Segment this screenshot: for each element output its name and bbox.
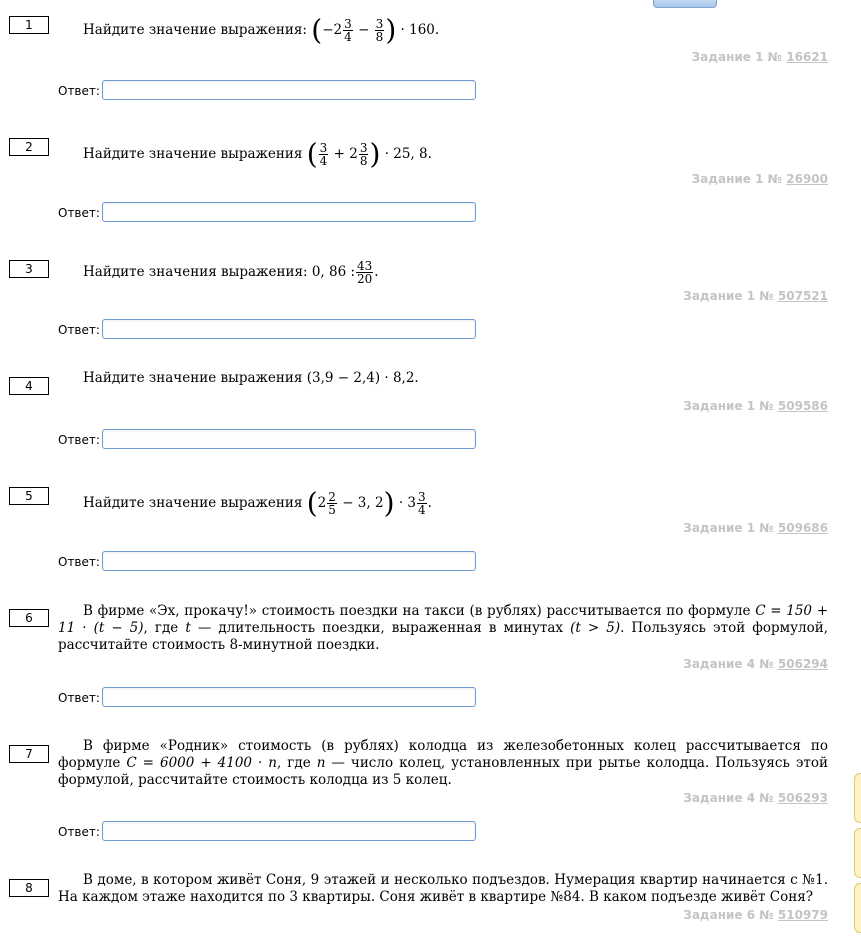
answer-label: Ответ: — [58, 825, 100, 839]
fraction: $\frac{3}{8}$ — [375, 17, 384, 44]
fraction: $\frac{2}{5}$ — [328, 490, 336, 517]
task-question: В фирме «Эх, прокачу!» стоимость поездки на такси (в рублях) рассчитывается по формуле C = 150 + 11 · (t − 5), где t — длительность поездки, выраженная в минутах (t > 5). Пользуясь этой формулой, рассчитайте стоимость 8-минутной поездки. — [58, 603, 829, 653]
task-id-link[interactable]: 506293 — [777, 791, 828, 805]
task-source: Задание 4 № 506293 — [683, 791, 828, 805]
task-id-link[interactable]: 507521 — [777, 289, 828, 303]
task-question: Найдите значения выражения: 0, 86 : $\frac{43}{20}$ . — [83, 259, 379, 286]
side-tab-3[interactable] — [854, 883, 861, 933]
answer-input[interactable] — [102, 687, 476, 707]
task-source: Задание 1 № 509586 — [683, 399, 828, 413]
task-number: 6 — [9, 609, 49, 627]
fraction: $\frac{3}{4}$ — [344, 17, 352, 44]
task-question: Найдите значение выражения (2 $\frac{2}{5}$ − 3, 2) · 3 $\frac{3}{4}$ . — [83, 486, 432, 520]
fraction: $\frac{43}{20}$ — [357, 259, 373, 286]
side-tab-2[interactable] — [854, 828, 861, 878]
answer-label: Ответ: — [58, 433, 100, 447]
answer-label: Ответ: — [58, 323, 100, 337]
task-number: 7 — [9, 745, 49, 763]
answer-input[interactable] — [102, 80, 476, 100]
task-number: 4 — [9, 377, 49, 395]
task-id-link[interactable]: 509586 — [777, 399, 828, 413]
task-source: Задание 6 № 510979 — [683, 908, 828, 922]
fraction: $\frac{3}{4}$ — [417, 490, 426, 517]
task-id-link[interactable]: 16621 — [786, 50, 828, 64]
task-source: Задание 1 № 507521 — [683, 289, 828, 303]
task-source: Задание 1 № 26900 — [691, 172, 828, 186]
task-id-link[interactable]: 509686 — [777, 521, 828, 535]
top-button[interactable] — [653, 0, 717, 8]
task-number: 3 — [9, 260, 49, 278]
task-question: В фирме «Родник» стоимость (в рублях) колодца из железобетонных колец рассчитывается по формуле C = 6000 + 4100 · n, где n — число колец, установленных при рытье колодца. Пользуясь этой формулой, рассчитайте стоимость колодца из 5 колец. — [58, 738, 828, 788]
task-question: Найдите значение выражения (3,9 − 2,4) · 8,2. — [83, 370, 419, 386]
task-question: Найдите значение выражения ( $\frac{3}{4}$ + 2 $\frac{3}{8}$ ) · 25, 8. — [83, 137, 432, 171]
task-id-link[interactable]: 510979 — [777, 908, 828, 922]
task-number: 1 — [9, 16, 49, 34]
answer-label: Ответ: — [58, 84, 100, 98]
task-source: Задание 4 № 506294 — [683, 657, 828, 671]
answer-input[interactable] — [102, 202, 476, 222]
fraction: $\frac{3}{4}$ — [319, 141, 328, 168]
task-id-link[interactable]: 506294 — [777, 657, 828, 671]
task-number: 8 — [9, 879, 49, 897]
answer-input[interactable] — [102, 429, 476, 449]
answer-label: Ответ: — [58, 691, 100, 705]
answer-input[interactable] — [102, 821, 476, 841]
fraction: $\frac{3}{8}$ — [359, 141, 368, 168]
task-source: Задание 1 № 16621 — [691, 50, 828, 64]
side-tab-1[interactable] — [854, 773, 861, 823]
task-question: В доме, в котором живёт Соня, 9 этажей и несколько подъездов. Нумерация квартир начинается с №1. На каждом этаже находится по 3 квартиры. Соня живёт в квартире №84. В каком подъезде живёт Соня? — [58, 872, 828, 905]
task-id-link[interactable]: 26900 — [786, 172, 828, 186]
answer-label: Ответ: — [58, 555, 100, 569]
task-source: Задание 1 № 509686 — [683, 521, 828, 535]
task-number: 5 — [9, 487, 49, 505]
answer-label: Ответ: — [58, 206, 100, 220]
task-question: Найдите значение выражения: (−2 $\frac{3}{4}$ − $\frac{3}{8}$ ) · 160. — [83, 13, 440, 47]
task-number: 2 — [9, 138, 49, 156]
answer-input[interactable] — [102, 319, 476, 339]
answer-input[interactable] — [102, 551, 476, 571]
